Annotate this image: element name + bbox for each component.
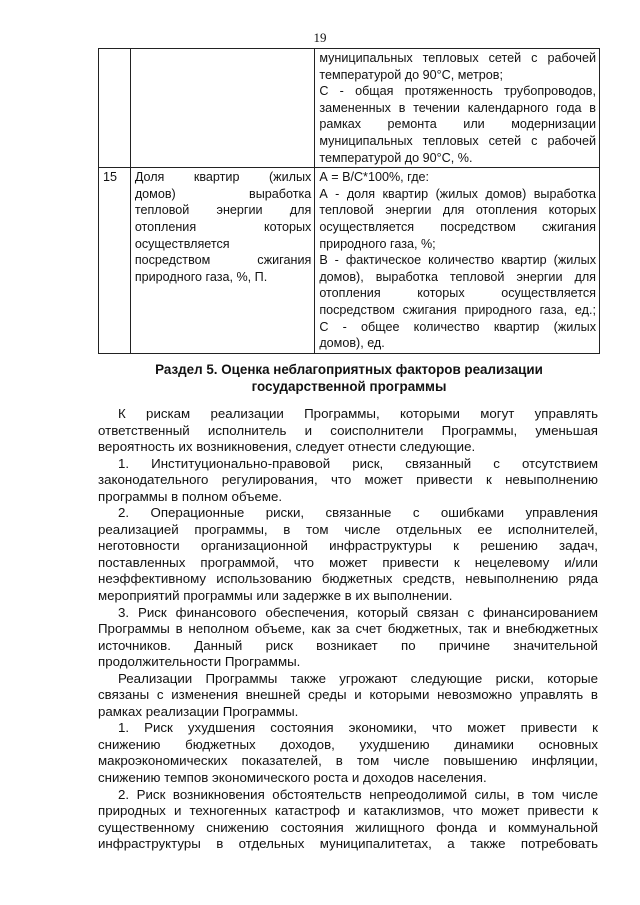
indicators-table: [98, 48, 600, 354]
paragraph-line: законодательного регулирования, что может привести к невыполнению: [98, 472, 598, 488]
paragraph: [98, 671, 598, 721]
paragraph-line: связаны с изменения внешней среды и которыми невозможно управлять в: [98, 687, 598, 703]
paragraph: [98, 505, 598, 604]
formula-line: осуществляется посредством сжигания: [319, 219, 596, 234]
formula-cell: [315, 49, 600, 168]
formula-line: С - общая протяженность трубопроводов,: [319, 84, 596, 99]
formula-line: домов), выработка тепловой энергии для: [319, 269, 596, 284]
table-row-15: [99, 168, 600, 354]
row-number-cell: 15: [99, 168, 131, 354]
row-number-cell: [99, 49, 131, 168]
paragraph: [98, 720, 598, 786]
paragraph: [98, 605, 598, 671]
paragraph: [98, 456, 598, 506]
formula-line: природного газа, %;: [319, 236, 436, 251]
formula-line: тепловой энергии для отопления которых: [319, 203, 596, 218]
paragraph-line: вероятность их возникновения, следует отнести следующие.: [98, 439, 476, 455]
paragraph-line: 1. Институционально-правовой риск, связанный с отсутствием: [118, 455, 598, 471]
indicator-name-cell: [130, 49, 315, 168]
section-title-line: Раздел 5. Оценка неблагоприятных факторов реализации: [155, 362, 543, 377]
formula-line: В - фактическое количество квартир (жилых: [319, 253, 596, 268]
paragraph-line: К рискам реализации Программы, которыми могут управлять: [118, 406, 598, 421]
section-title: [98, 361, 600, 395]
formula-line: муниципальных тепловых сетей с рабочей: [319, 51, 596, 65]
paragraph-line: источников. Данный риск возникает по причине значительной: [98, 637, 598, 653]
paragraph-line: мероприятий программы или задержке в их выполнении.: [98, 588, 453, 604]
paragraph-line: природных и техногенных катастроф и катаклизмов, что может привести к: [98, 803, 598, 819]
formula-line: А = В/С*100%, где:: [319, 170, 430, 185]
paragraph-line: реализацией программы, в том числе отдельных ее исполнителей,: [98, 521, 598, 537]
paragraph-line: продолжительности Программы.: [98, 654, 301, 670]
paragraph-line: макроэкономических показателей, в том числе повышению инфляции,: [98, 753, 598, 769]
indicator-name-line: тепловой энергии для: [134, 203, 312, 218]
formula-line: температурой до 90°С, %.: [319, 150, 473, 165]
paragraph-line: снижению темпов экономического роста и доходов населения.: [98, 770, 487, 786]
formula-line: температурой до 90°С, метров;: [319, 67, 503, 82]
indicator-name-cell: [130, 168, 315, 354]
indicator-name-line: отопления которых: [134, 219, 312, 234]
table-row-continuation: [99, 49, 600, 168]
indicator-name-line: природного газа, %, П.: [134, 269, 268, 284]
formula-line: С - общее количество квартир (жилых: [319, 319, 596, 334]
paragraph-line: рамках реализации Программы.: [98, 703, 299, 719]
paragraph-line: 2. Операционные риски, связанные с ошибками управления: [118, 505, 598, 521]
indicator-name-line: осуществляется: [134, 236, 230, 251]
paragraph-line: существенному снижению состояния жилищного фонда и коммунальной: [98, 819, 598, 835]
paragraph-line: неготовности организационной инфраструктуры к решению задач,: [98, 538, 598, 554]
paragraph-line: 1. Риск ухудшения состояния экономики, что может привести к: [118, 720, 598, 736]
paragraph-line: программы в полном объеме.: [98, 488, 283, 504]
formula-cell: [315, 168, 600, 354]
formula-line: посредством сжигания природного газа, ед.;: [319, 302, 596, 317]
formula-line: А - доля квартир (жилых домов) выработка: [319, 186, 596, 201]
formula-line: рамках ремонта или модернизации: [319, 117, 596, 132]
paragraph-line: Программы в неполном объеме, как за счет бюджетных, так и внебюджетных: [98, 621, 598, 637]
indicator-name-line: посредством сжигания: [134, 253, 312, 268]
paragraph-line: ответственный исполнитель и соисполнители Программы, уменьшая: [98, 422, 598, 438]
paragraph-line: Реализации Программы также угрожают следующие риски, которые: [118, 670, 598, 686]
paragraph: [98, 406, 598, 456]
paragraph-line: 2. Риск возникновения обстоятельств непреодолимой силы, в том числе: [118, 786, 598, 802]
paragraph-line: снижению бюджетных доходов, ухудшению динамики основных: [98, 736, 598, 752]
paragraph-line: 3. Риск финансового обеспечения, который связан с финансированием: [118, 604, 598, 620]
formula-line: замененных в течении календарного года в: [319, 100, 596, 115]
paragraph-line: поставленных программой, что может привести к нецелевому и/или: [98, 554, 598, 570]
formula-line: отопления которых осуществляется: [319, 286, 596, 301]
page-number: 19: [313, 30, 327, 45]
body-text: [98, 406, 598, 853]
indicator-name-line: Доля квартир (жилых: [134, 170, 312, 185]
formula-line: домов), ед.: [319, 336, 385, 351]
indicator-name-line: домов) выработка: [134, 186, 312, 201]
section-title-line: государственной программы: [251, 379, 447, 394]
paragraph-line: неэффективному использованию бюджетных средств, невыполнению ряда: [98, 571, 598, 587]
formula-line: муниципальных тепловых сетей с рабочей: [319, 133, 596, 148]
paragraph-line: инфраструктуры в отдельных муниципалитетах, а также потребовать: [98, 836, 598, 852]
paragraph: [98, 787, 598, 853]
